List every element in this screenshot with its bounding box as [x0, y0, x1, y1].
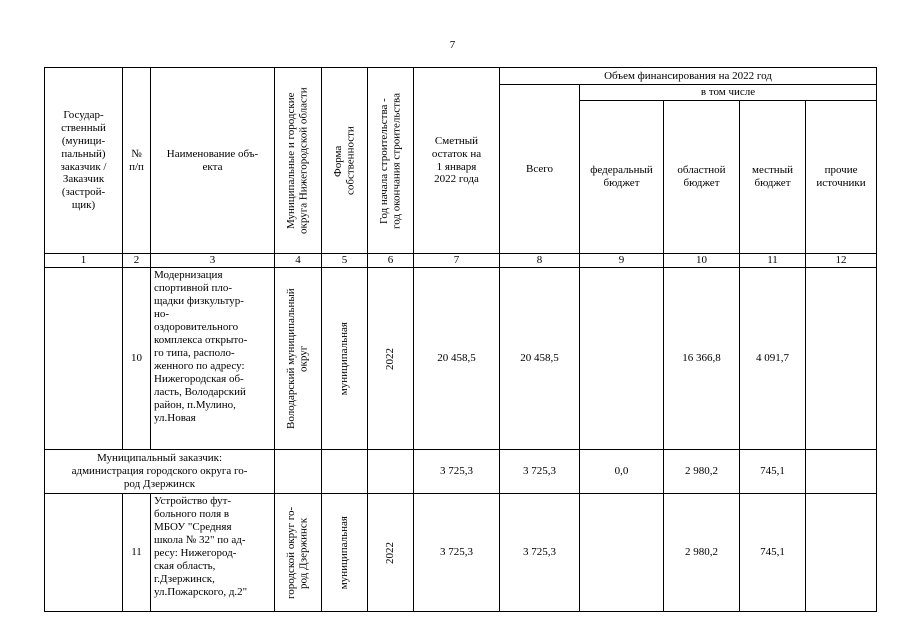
column-number: 9 [580, 254, 664, 268]
column-number: 6 [368, 254, 414, 268]
total-cell: 3 725,3 [500, 450, 580, 494]
page-number: 7 [449, 39, 456, 51]
balance-cell: 20 458,5 [414, 268, 500, 450]
column-number: 2 [123, 254, 151, 268]
column-number: 4 [275, 254, 322, 268]
customer-label: Муниципальный заказчик: администрация городского округа го- род Дзержинск [45, 450, 275, 494]
federal-cell [580, 494, 664, 612]
regional-cell: 2 980,2 [664, 450, 740, 494]
header-row-number: № п/п [123, 68, 151, 254]
object-name: Модернизация спортивной пло- щадки физкультур- но- оздоровительного комплекса открыто- го типа, располо- женного по адресу: Нижегородская об- ласть, Володарский район, п.Мулино, ул.Новая [151, 268, 275, 450]
row-number: 11 [123, 494, 151, 612]
column-number: 5 [322, 254, 368, 268]
federal-cell: 0,0 [580, 450, 664, 494]
other-cell [806, 494, 877, 612]
years-cell: 2022 [368, 494, 414, 612]
table-row-object-11 [45, 494, 877, 612]
years-cell-empty [368, 450, 414, 494]
total-cell: 20 458,5 [500, 268, 580, 450]
ownership-cell: муниципальная [322, 268, 368, 450]
column-number: 3 [151, 254, 275, 268]
header-other: прочие источники [806, 101, 877, 254]
header-local: местный бюджет [740, 101, 806, 254]
header-balance: Сметный остаток на 1 января 2022 года [414, 68, 500, 254]
ownership-cell-empty [322, 450, 368, 494]
header-district: Муниципальные и городские округа Нижегородской области [275, 68, 322, 254]
table-row-object-10 [45, 268, 877, 450]
local-cell: 745,1 [740, 450, 806, 494]
balance-cell: 3 725,3 [414, 450, 500, 494]
column-number: 7 [414, 254, 500, 268]
header-financing-group: Объем финансирования на 2022 год [500, 68, 877, 85]
district-cell-empty [275, 450, 322, 494]
ownership-cell: муниципальная [322, 494, 368, 612]
row-number: 10 [123, 268, 151, 450]
other-cell [806, 450, 877, 494]
customer-cell-empty [45, 268, 123, 450]
header-customer: Государ- ственный (муници- пальный) заказчик / Заказчик (застрой- щик) [45, 68, 123, 254]
financing-table [44, 67, 877, 612]
local-cell: 745,1 [740, 494, 806, 612]
header-construction-years: Год начала строительства - год окончания строительства [368, 68, 414, 254]
other-cell [806, 268, 877, 450]
regional-cell: 2 980,2 [664, 494, 740, 612]
column-number: 11 [740, 254, 806, 268]
balance-cell: 3 725,3 [414, 494, 500, 612]
local-cell: 4 091,7 [740, 268, 806, 450]
header-object-name: Наименование объ- екта [151, 68, 275, 254]
object-name: Устройство фут- больного поля в МБОУ "Средняя школа № 32" по ад- ресу: Нижегород- ская область, г.Дзержинск, ул.Пожарского, д.2" [151, 494, 275, 612]
header-row-1 [45, 68, 877, 85]
district-cell: городской округ го- род Дзержинск [275, 494, 322, 612]
column-numbers-row [45, 254, 877, 268]
district-cell: Володарский муниципальный округ [275, 268, 322, 450]
header-federal: федеральный бюджет [580, 101, 664, 254]
header-ownership: Форма собственности [322, 68, 368, 254]
total-cell: 3 725,3 [500, 494, 580, 612]
customer-cell-empty [45, 494, 123, 612]
table-row-customer [45, 450, 877, 494]
regional-cell: 16 366,8 [664, 268, 740, 450]
federal-cell [580, 268, 664, 450]
column-number: 1 [45, 254, 123, 268]
header-including: в том числе [580, 85, 877, 101]
header-total: Всего [500, 85, 580, 254]
column-number: 10 [664, 254, 740, 268]
header-regional: областной бюджет [664, 101, 740, 254]
years-cell: 2022 [368, 268, 414, 450]
column-number: 8 [500, 254, 580, 268]
column-number: 12 [806, 254, 877, 268]
